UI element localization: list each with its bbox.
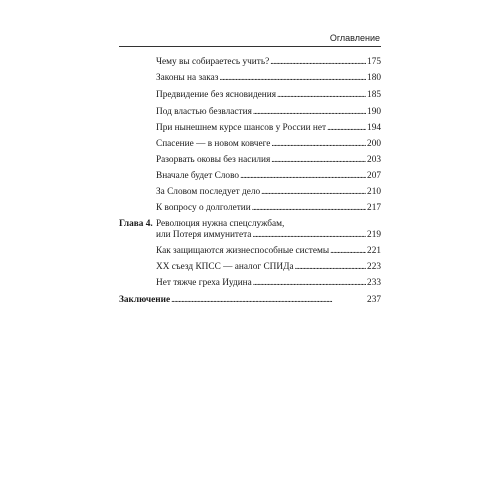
leader-dots	[253, 278, 366, 289]
toc-entry-page: 233	[367, 278, 381, 288]
toc-entry-page: 194	[367, 123, 381, 133]
toc-entry-title: XX съезд КПСС — аналог СПИДа	[156, 262, 294, 272]
leader-dots	[252, 230, 366, 241]
leader-dots	[295, 262, 366, 273]
toc-entry-title: За Словом последует дело	[156, 187, 261, 197]
leader-dots	[240, 171, 366, 182]
toc-entry-page: 185	[367, 90, 381, 100]
leader-dots	[271, 139, 366, 150]
leader-dots	[270, 57, 366, 68]
toc-entry-title: Спасение — в новом ковчеге	[156, 139, 271, 149]
chapter-title-line-2: или Потеря иммунитета	[156, 230, 252, 240]
chapter-label: Глава 4.	[119, 219, 153, 229]
leader-dots	[277, 90, 366, 101]
toc-entry-title: К вопросу о долголетии	[156, 203, 251, 213]
toc-entry-title: Под властью безвластия	[156, 107, 252, 117]
toc-entry-page: 219	[367, 230, 381, 240]
toc-entry-page: 200	[367, 139, 381, 149]
chapter-title-line-1: Революция нужна спецслужбам,	[156, 219, 285, 229]
toc-entry-title: Разорвать оковы без насилия	[156, 155, 271, 165]
toc-entry-page: 180	[367, 73, 381, 83]
toc-entry-title: Чему вы собираетесь учить?	[156, 57, 270, 67]
toc-entry-page: 207	[367, 171, 381, 181]
toc-entry-title: Законы на заказ	[156, 73, 219, 83]
toc-entry-title: При нынешнем курсе шансов у России нет	[156, 123, 327, 133]
leader-dots	[261, 187, 366, 198]
toc-entry-title: Нет тяжче греха Иудина	[156, 278, 252, 288]
conclusion-title: Заключение	[119, 295, 171, 305]
toc-entry-page: 217	[367, 203, 381, 213]
toc-entry-page: 223	[367, 262, 381, 272]
leader-dots	[271, 155, 366, 166]
leader-dots	[253, 107, 366, 118]
leader-dots	[171, 295, 366, 306]
toc-entry-page: 237	[367, 295, 381, 305]
toc-entry-title: Предвидение без ясновидения	[156, 90, 277, 100]
toc-entry-page: 221	[367, 246, 381, 256]
leader-dots	[330, 246, 366, 257]
running-head: Оглавление	[329, 33, 380, 43]
toc-entry-title: Вначале будет Слово	[156, 171, 240, 181]
toc-entry-page: 190	[367, 107, 381, 117]
header-rule	[119, 46, 381, 47]
toc-entry-page: 210	[367, 187, 381, 197]
toc-entry-page: 175	[367, 57, 381, 67]
toc-entry-page: 203	[367, 155, 381, 165]
toc-entry-title: Как защищаются жизнеспособные системы	[156, 246, 330, 256]
leader-dots	[327, 123, 366, 134]
leader-dots	[252, 203, 366, 214]
leader-dots	[219, 73, 366, 84]
